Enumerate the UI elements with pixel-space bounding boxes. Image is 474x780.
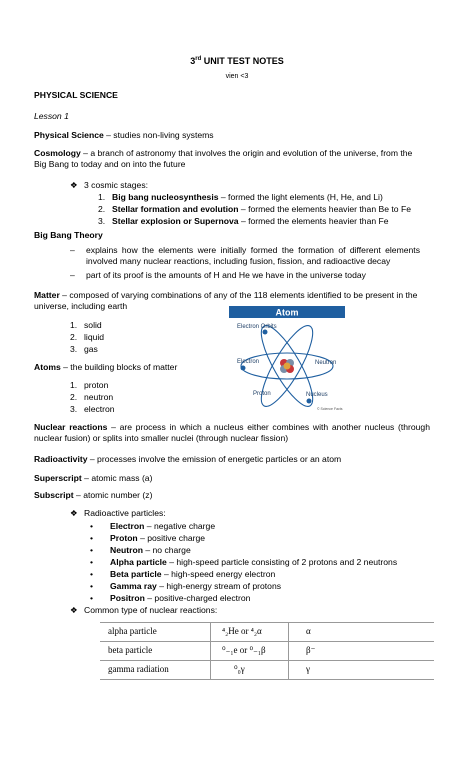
table-cell: γ	[306, 664, 310, 674]
table-cell: ⁴₂He or ⁴₂α	[222, 626, 262, 636]
nucleus-icon	[280, 359, 294, 373]
electron-dot	[263, 330, 268, 335]
radioactivity-def: Radioactivity – processes involve the emission of energetic particles or an atom	[34, 454, 342, 464]
subscript-def: Subscript – atomic number (z)	[34, 490, 153, 500]
author-line: vien <3	[225, 73, 249, 80]
table-cell: ⁰₀γ	[234, 664, 245, 674]
table-divider	[100, 660, 434, 661]
superscript-def: Superscript – atomic mass (a)	[34, 473, 153, 483]
label-neutron: Neutron	[315, 360, 337, 366]
label-electron: Electron	[237, 359, 260, 365]
table-cell: gamma radiation	[108, 664, 169, 674]
list-item: – part of its proof is the amounts of H and He we have in the universe today	[70, 270, 366, 280]
list-item: • Neutron – no charge	[90, 545, 191, 555]
list-item: 2. liquid	[70, 332, 105, 342]
document-title: 3rd UNIT TEST NOTES	[190, 56, 284, 66]
nuclear-reactions-def: Nuclear reactions – are process in which a nucleus either combines with another nucleus (through nuclear fusion) or splits into smaller nuclei (through nuclear fission)	[34, 422, 430, 443]
list-item: 1. solid	[70, 320, 102, 330]
list-item: 1. proton	[70, 380, 109, 390]
stages-heading: ❖ 3 cosmic stages:	[70, 180, 148, 190]
list-item: – explains how the elements were initially formed the formation of different elements involved many nuclear reactions, including fusion, fission, and radioactive decay	[70, 245, 420, 266]
atoms-def: Atoms – the building blocks of matter	[34, 362, 178, 372]
list-item: 2. Stellar formation and evolution – formed the elements heavier than Be to Fe	[98, 204, 411, 214]
particles-heading: ❖ Radioactive particles:	[70, 508, 166, 518]
table-divider	[288, 622, 289, 679]
table-cell: α	[306, 626, 311, 636]
table-cell: alpha particle	[108, 626, 157, 636]
cosmology-def: Cosmology – a branch of astronomy that involves the origin and evolution of the universe, from the Big Bang to today and on into the future	[34, 148, 413, 169]
lesson-label: Lesson 1	[34, 111, 69, 121]
table-divider	[100, 679, 434, 680]
atom-diagram	[229, 306, 345, 416]
diamond-bullet-icon: ❖	[70, 508, 78, 518]
big-bang-heading: Big Bang Theory	[34, 230, 103, 240]
table-divider	[100, 622, 434, 623]
matter-def: Matter – composed of varying combinations of any of the 118 elements identified to be present in the universe, including earth	[34, 290, 418, 311]
list-item: • Proton – positive charge	[90, 533, 206, 543]
physical-science-def: Physical Science – studies non-living systems	[34, 130, 214, 140]
label-nucleus: Nucleus	[306, 392, 328, 398]
list-item: • Gamma ray – high-energy stream of protons	[90, 581, 282, 591]
label-orbits: Electron Orbits	[237, 324, 277, 330]
table-cell: β⁻	[306, 645, 316, 655]
atom-title: Atom	[275, 307, 299, 318]
list-item: 3. electron	[70, 404, 115, 414]
list-item: • Alpha particle – high-speed particle consisting of 2 protons and 2 neutrons	[90, 557, 398, 567]
electron-dot	[241, 366, 246, 371]
subject-heading: PHYSICAL SCIENCE	[34, 90, 118, 100]
list-item: • Positron – positive-charged electron	[90, 593, 251, 603]
list-item: 3. gas	[70, 344, 98, 354]
table-divider	[100, 641, 434, 642]
diamond-bullet-icon: ❖	[70, 180, 78, 190]
list-item: 3. Stellar explosion or Supernova – formed the elements heavier than Fe	[98, 216, 389, 226]
figure-credit: © Science Facts	[317, 407, 343, 411]
label-proton: Proton	[253, 391, 271, 397]
table-cell: ⁰₋₁e or ⁰₋₁β	[222, 645, 266, 655]
electron-dot	[307, 399, 312, 404]
diamond-bullet-icon: ❖	[70, 605, 78, 615]
table-cell: beta particle	[108, 645, 153, 655]
list-item: • Beta particle – high-speed energy electron	[90, 569, 276, 579]
list-item: • Electron – negative charge	[90, 521, 216, 531]
table-divider	[210, 622, 211, 679]
nuclear-reactions-table	[100, 622, 434, 680]
reactions-heading: ❖ Common type of nuclear reactions:	[70, 605, 218, 615]
list-item: 1. Big bang nucleosynthesis – formed the light elements (H, He, and Li)	[98, 192, 383, 202]
list-item: 2. neutron	[70, 392, 114, 402]
